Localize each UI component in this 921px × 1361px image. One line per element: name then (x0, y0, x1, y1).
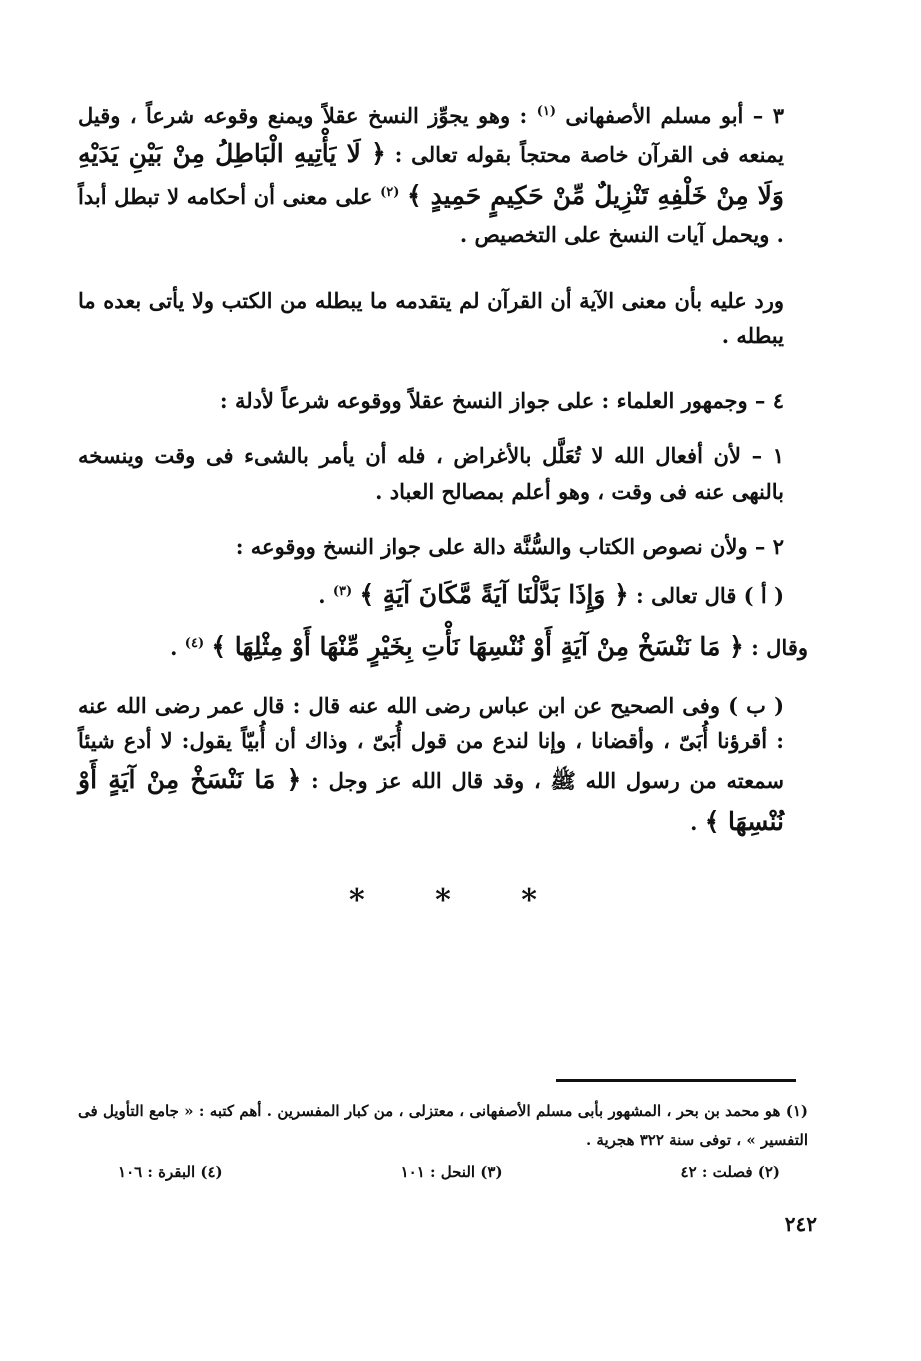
paragraph-end: . (318, 583, 326, 609)
footnote-ref-1: (١) (536, 104, 556, 119)
paragraph-text: على معنى أن أحكامه لا تبطل أبداً . ويحمل آيات النسخ على التخصيص . (78, 184, 784, 248)
paragraph-rebuttal: ورد عليه بأن معنى الآية أن القرآن لم يتقدمه ما يبطله من الكتب ولا يأتى بعده ما يبطله . (78, 287, 784, 348)
star-separator: * (348, 882, 365, 918)
page-body (78, 98, 808, 918)
paragraph-evidence-2: ٢ – ولأن نصوص الكتاب والسُّنَّة دالة على جواز النسخ ووقوعه : (235, 533, 784, 559)
paragraph-text: وقال : (751, 635, 808, 661)
paragraph-end: . (170, 635, 178, 661)
section-divider-stars (78, 883, 808, 918)
star-separator: * (521, 882, 537, 918)
paragraph-verse-a (78, 574, 808, 616)
footnote-4: (٤) البقرة : ١٠٦ (118, 1163, 223, 1181)
paragraph-hadith (78, 688, 808, 843)
footnote-ref-3: (٣) (332, 584, 353, 600)
paragraph-text: ( أ ) قال تعالى : (636, 583, 784, 609)
paragraph-majority: ٤ – وجمهور العلماء : على جواز النسخ عقلاً ووقوعه شرعاً لأدلة : (219, 388, 784, 414)
quran-verse: ﴿ مَا نَنْسَخْ مِنْ آيَةٍ أَوْ نُنْسِهَا ﴾ (78, 764, 784, 836)
quran-verse: ﴿ وَإِذَا بَدَّلْنَا آيَةً مَّكَانَ آيَةٍ ﴾ (359, 580, 629, 610)
footnote-2: (٢) فصلت : ٤٢ (680, 1163, 780, 1181)
quran-verse: ﴿ مَا نَنْسَخْ مِنْ آيَةٍ أَوْ نُنْسِهَا نَأْتِ بِخَيْرٍ مِّنْهَا أَوْ مِثْلِهَا ﴾ (211, 632, 744, 662)
paragraph-text: ( ب ) وفى الصحيح عن ابن عباس رضى الله عنه قال : قال عمر رضى الله عنه : أقرؤنا أُبَىّ ، وأقضانا ، وإنا لندع من قول أُبَىّ ، وذاك أن أُبيّاً يقول: لا أدع شيئاً سمعته من رسول الله ﷺ ، وقد قال الله عز وجل : (78, 693, 785, 793)
star-separator: * (435, 882, 451, 918)
footnote-row (78, 1158, 808, 1187)
paragraph-text: ٣ – أبو مسلم الأصفهانى (565, 103, 785, 128)
paragraph-verse-b (78, 626, 808, 668)
footnotes (78, 1097, 808, 1187)
footnote-1: (١) هو محمد بن بحر ، المشهور بأبى مسلم الأصفهانى ، معتزلى ، من كبار المفسرين . أهم كتبه : « جامع التأويل فى التفسير » ، توفى سنة ٣٢٢ هجرية . (78, 1102, 808, 1149)
paragraph-evidence-1: ١ – لأن أفعال الله لا تُعَلَّل بالأغراض ، فله أن يأمر بالشىء فى وقت وينسخه بالنهى عنه فى وقت ، وهو أعلم بمصالح العباد . (78, 443, 784, 504)
footnote-ref-4: (٤) (184, 636, 205, 652)
paragraph-abu-muslim (78, 98, 808, 253)
paragraph-text: : وهو يجوِّز النسخ عقلاً ويمنع وقوعه شرعاً ، وقيل يمنعه فى القرآن خاصة محتجاً بقوله تعالى : (78, 103, 785, 168)
footnote-ref-2: (٢) (380, 185, 400, 201)
footnote-3: (٣) النحل : ١٠١ (400, 1163, 503, 1181)
quran-verse: ﴿ لَا يَأْتِيهِ الْبَاطِلُ مِنْ بَيْنِ يَدَيْهِ وَلَا مِنْ خَلْفِهِ تَنْزِيلٌ مِّنْ حَكِيمٍ حَمِيدٍ ﴾ (78, 139, 784, 211)
paragraph-end: . (690, 809, 698, 835)
footnote-divider (556, 1079, 796, 1082)
page-number: ٢٤٢ (784, 1212, 817, 1236)
